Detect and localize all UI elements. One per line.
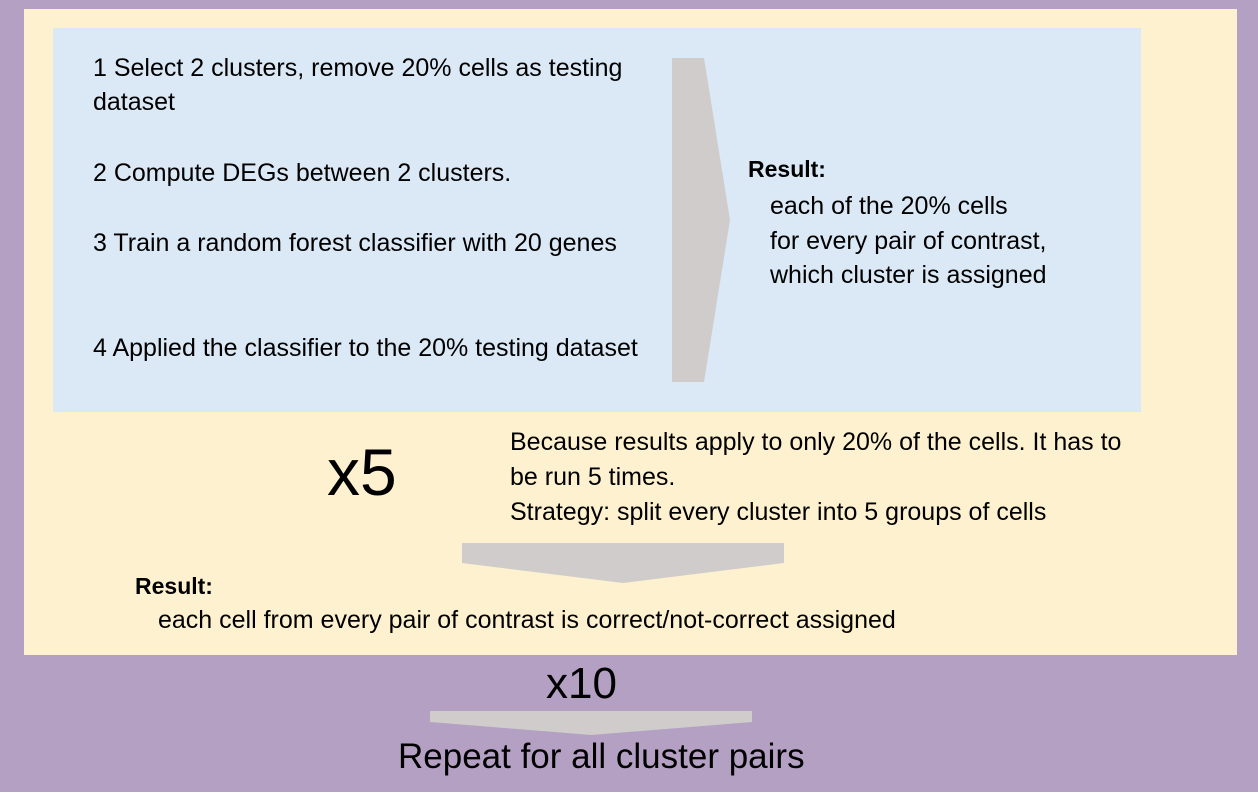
final-step-text: Repeat for all cluster pairs — [398, 737, 805, 776]
repeat-x5-label: x5 — [327, 435, 397, 509]
inner-result-line-2: for every pair of contrast, — [770, 227, 1047, 255]
down-arrow-icon — [430, 711, 752, 735]
inner-result-title: Result: — [748, 156, 826, 182]
right-arrow-icon — [672, 58, 732, 382]
step-2: 2 Compute DEGs between 2 clusters. — [93, 159, 512, 187]
inner-result-line-1: each of the 20% cells — [770, 192, 1008, 220]
repeat-x10-label: x10 — [546, 659, 617, 708]
inner-result-line-3: which cluster is assigned — [770, 261, 1047, 289]
down-arrow-icon — [462, 543, 784, 583]
step-4: 4 Applied the classifier to the 20% testing dataset — [93, 334, 638, 362]
outer-result-line: each cell from every pair of contrast is correct/not-correct assigned — [158, 606, 896, 634]
step-3: 3 Train a random forest classifier with 20 genes — [93, 229, 617, 257]
repeat-note-2: Strategy: split every cluster into 5 groups of cells — [510, 498, 1047, 526]
repeat-note-1: Because results apply to only 20% of the cells. It has to be run 5 times. — [510, 428, 1122, 491]
step-1: 1 Select 2 clusters, remove 20% cells as testing dataset — [93, 54, 623, 116]
outer-result-title: Result: — [135, 573, 213, 599]
